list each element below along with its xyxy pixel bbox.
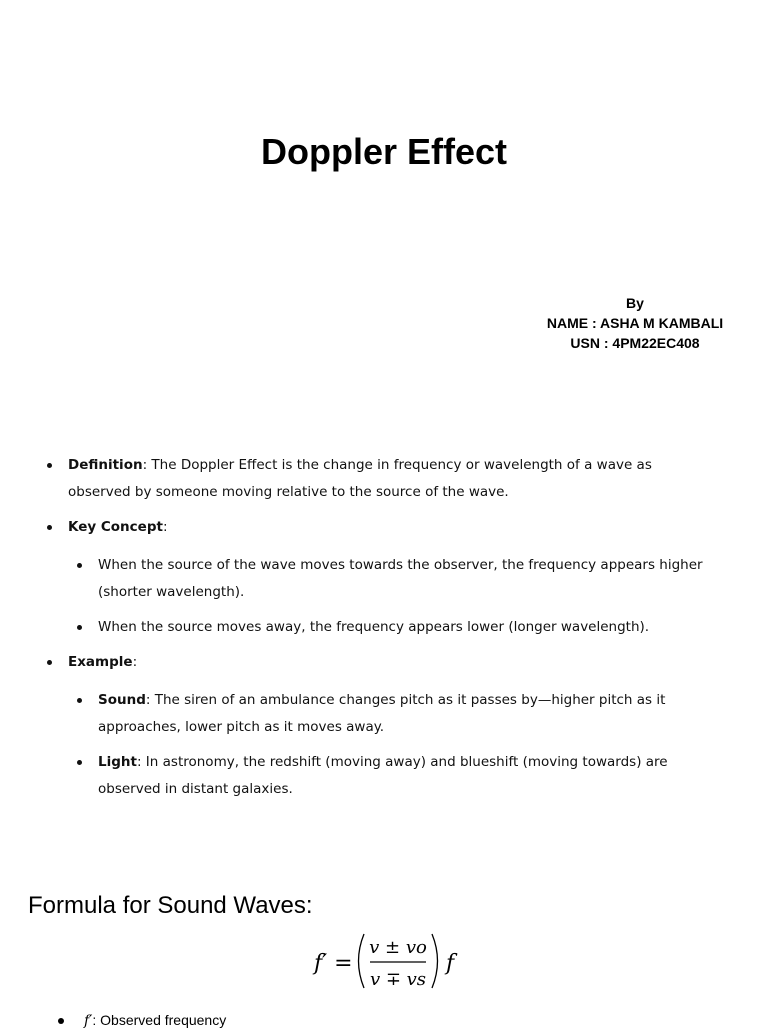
key-concept-text: When the source of the wave moves towards the observer, the frequency appears higher (shorter wavelength). <box>98 557 703 600</box>
definition-item <box>30 452 710 506</box>
key-concept-term: Key Concept <box>68 519 163 535</box>
author-usn: USN : 4PM22EC408 <box>570 335 700 351</box>
bullet <box>47 463 52 468</box>
key-concept-subitem <box>30 614 710 641</box>
key-concept-subitem <box>30 552 710 606</box>
bullet <box>77 698 82 703</box>
author-name: NAME : ASHA M KAMBALI <box>546 315 724 331</box>
page-title: Doppler Effect <box>260 131 508 172</box>
formula-right-paren <box>432 934 438 988</box>
key-concept-text: When the source moves away, the frequency appears lower (longer wavelength). <box>98 619 650 635</box>
example-subitem-sound <box>30 687 710 741</box>
bullet <box>58 1018 64 1024</box>
bullet <box>47 525 52 530</box>
example-light-text: : In astronomy, the redshift (moving away) and blueshift (moving towards) are observed in distant galaxies. <box>98 754 668 797</box>
def-text: : Observed frequency <box>92 1012 227 1028</box>
key-concept-item <box>30 514 710 541</box>
example-sound-term: Sound <box>98 692 146 708</box>
example-subitem-light <box>30 749 710 803</box>
example-sound-text: : The siren of an ambulance changes pitch as it passes by—higher pitch as it approaches, lower pitch as it moves away. <box>98 692 666 735</box>
formula-denominator: v ∓ vs <box>369 969 427 990</box>
formula-left-paren <box>359 934 365 988</box>
definition-text: : The Doppler Effect is the change in frequency or wavelength of a wave as observed by someone moving relative to the source of the wave. <box>68 457 652 500</box>
bullet <box>77 625 82 630</box>
def-symbol: f′ <box>84 1013 93 1029</box>
doppler-formula <box>308 928 468 994</box>
bullet <box>77 760 82 765</box>
formula-lhs: f′ = <box>314 951 353 976</box>
example-light-term: Light <box>98 754 137 770</box>
bullet <box>47 660 52 665</box>
author-by: By <box>626 295 644 311</box>
author-block <box>520 293 750 353</box>
definition-term: Definition <box>68 457 143 473</box>
bullet <box>77 563 82 568</box>
notes-list <box>30 452 710 811</box>
definition-observed-frequency <box>84 1012 226 1029</box>
formula-heading: Formula for Sound Waves: <box>28 892 313 919</box>
formula-numerator: v ± vo <box>369 937 427 958</box>
example-term: Example <box>68 654 133 670</box>
formula-factor: f <box>446 951 455 976</box>
example-item <box>30 649 710 676</box>
key-concept-suffix: : <box>162 519 168 535</box>
example-suffix: : <box>132 654 138 670</box>
